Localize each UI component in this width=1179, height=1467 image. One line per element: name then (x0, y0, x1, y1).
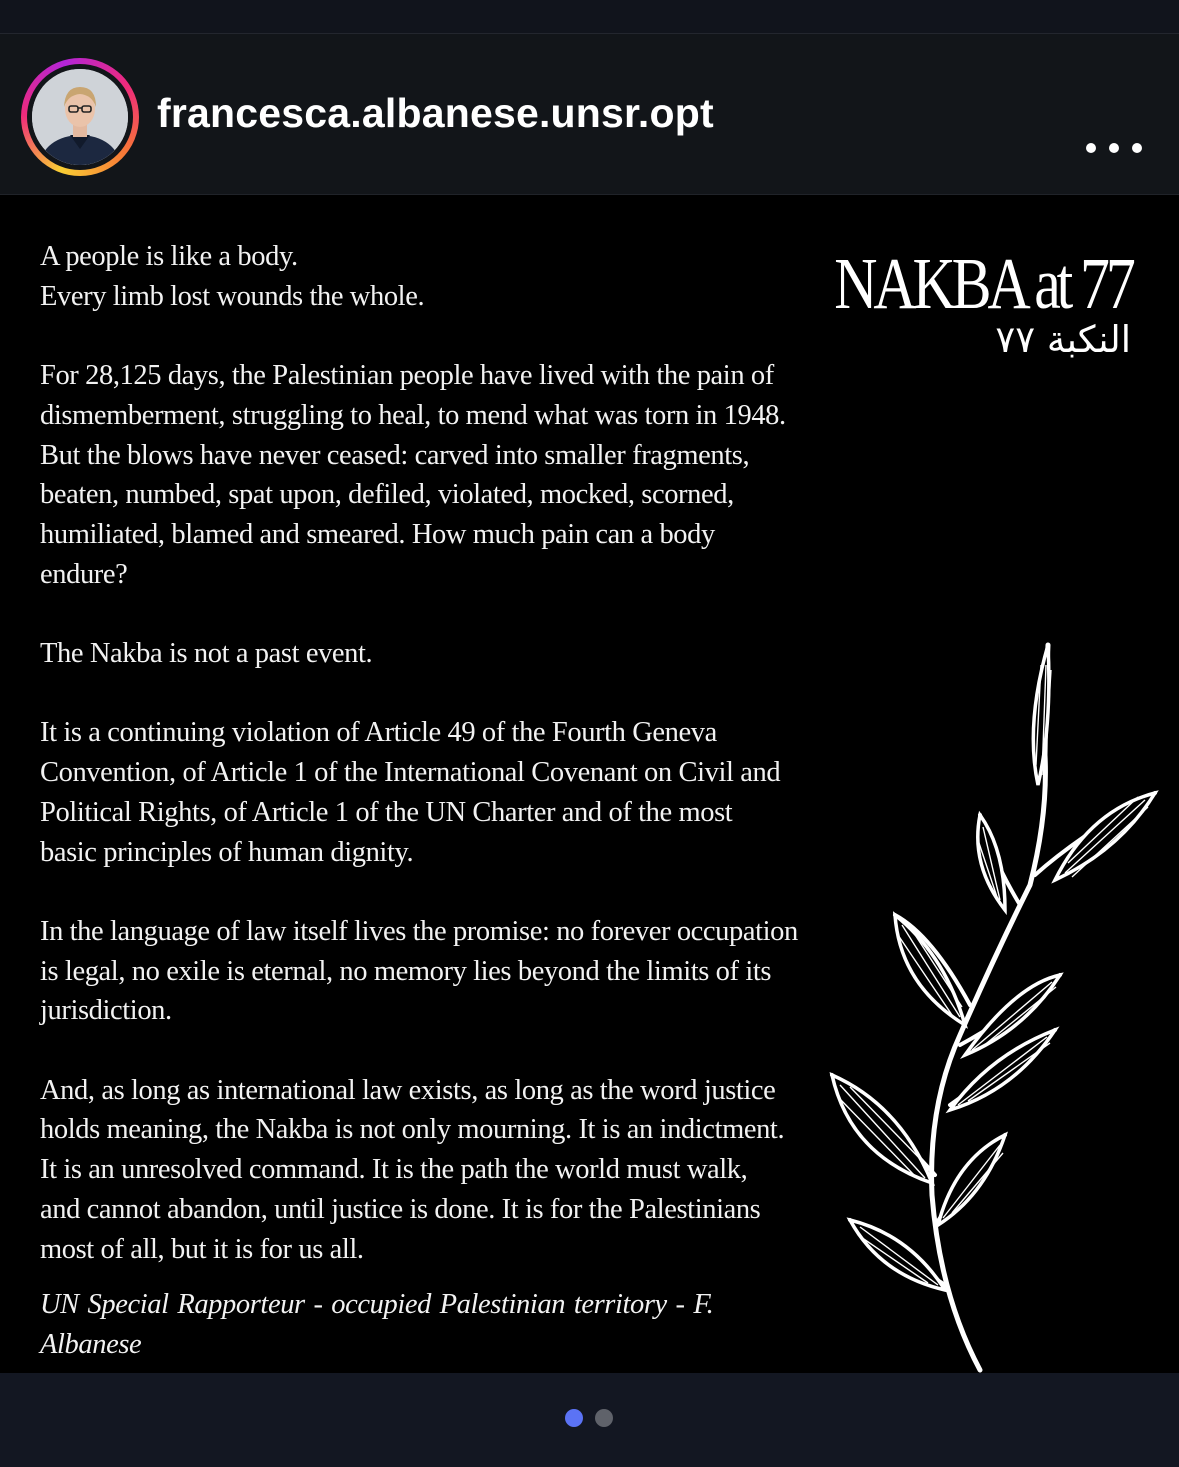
post-line: is legal, no exile is eternal, no memory lies beyond the limits of its (40, 955, 772, 987)
post-line: jurisdiction. (40, 995, 172, 1027)
more-horizontal-icon[interactable] (1086, 134, 1142, 162)
carousel-indicator[interactable] (565, 1409, 613, 1427)
top-strip (0, 0, 1179, 34)
signature: UN Special Rapporteur - occupied Palestinian territory - F. Albanese (40, 1289, 714, 1360)
carousel-dot[interactable] (565, 1409, 583, 1427)
post-line: But the blows have never ceased: carved into smaller fragments, (40, 439, 750, 471)
post-paragraph (40, 356, 800, 594)
post-paragraph (40, 634, 800, 674)
post-line: Political Rights, of Article 1 of the UN Charter and of the most (40, 796, 733, 828)
post-title: NAKBA at 77 (834, 243, 1132, 324)
post-line: The Nakba is not a past event. (40, 638, 373, 669)
post-paragraph (40, 713, 800, 872)
post-body-text (40, 237, 800, 1365)
story-ring[interactable] (21, 58, 139, 176)
post-header (0, 34, 1179, 195)
post-line: It is a continuing violation of Article 49 of the Fourth Geneva (40, 717, 717, 749)
carousel-dot[interactable] (595, 1409, 613, 1427)
post-line: In the language of law itself lives the promise: no forever occupation (40, 915, 798, 947)
post-title-arabic: النكبة ٧٧ (995, 318, 1131, 361)
post-line: Every limb lost wounds the whole. (40, 280, 425, 312)
post-line: basic principles of human dignity. (40, 836, 414, 868)
post-paragraph (40, 1071, 800, 1270)
post-line: dismemberment, struggling to heal, to mend what was torn in 1948. (40, 399, 786, 431)
carousel-bar (0, 1373, 1179, 1467)
post-line: It is an unresolved command. It is the path the world must walk, (40, 1154, 748, 1186)
post-line: Convention, of Article 1 of the International Covenant on Civil and (40, 757, 781, 789)
post-line: And, as long as international law exists, as long as the word justice (40, 1074, 776, 1106)
post-paragraph (40, 912, 800, 1031)
post-line: most of all, but it is for us all. (40, 1233, 364, 1265)
post-line: endure? (40, 558, 128, 590)
post-image[interactable] (0, 195, 1179, 1373)
post-line: A people is like a body. (40, 241, 298, 272)
post-line: and cannot abandon, until justice is done. It is for the Palestinians (40, 1193, 761, 1225)
username[interactable]: francesca.albanese.unsr.opt (157, 90, 714, 136)
post-line: humiliated, blamed and smeared. How much pain can a body (40, 518, 715, 550)
avatar[interactable] (32, 69, 128, 165)
post-line: For 28,125 days, the Palestinian people have lived with the pain of (40, 360, 774, 392)
olive-branch-icon (820, 635, 1179, 1373)
post-line: holds meaning, the Nakba is not only mourning. It is an indictment. (40, 1114, 785, 1146)
avatar-image (32, 69, 128, 165)
post-paragraph (40, 237, 800, 316)
post-line: beaten, numbed, spat upon, defiled, violated, mocked, scorned, (40, 479, 734, 511)
